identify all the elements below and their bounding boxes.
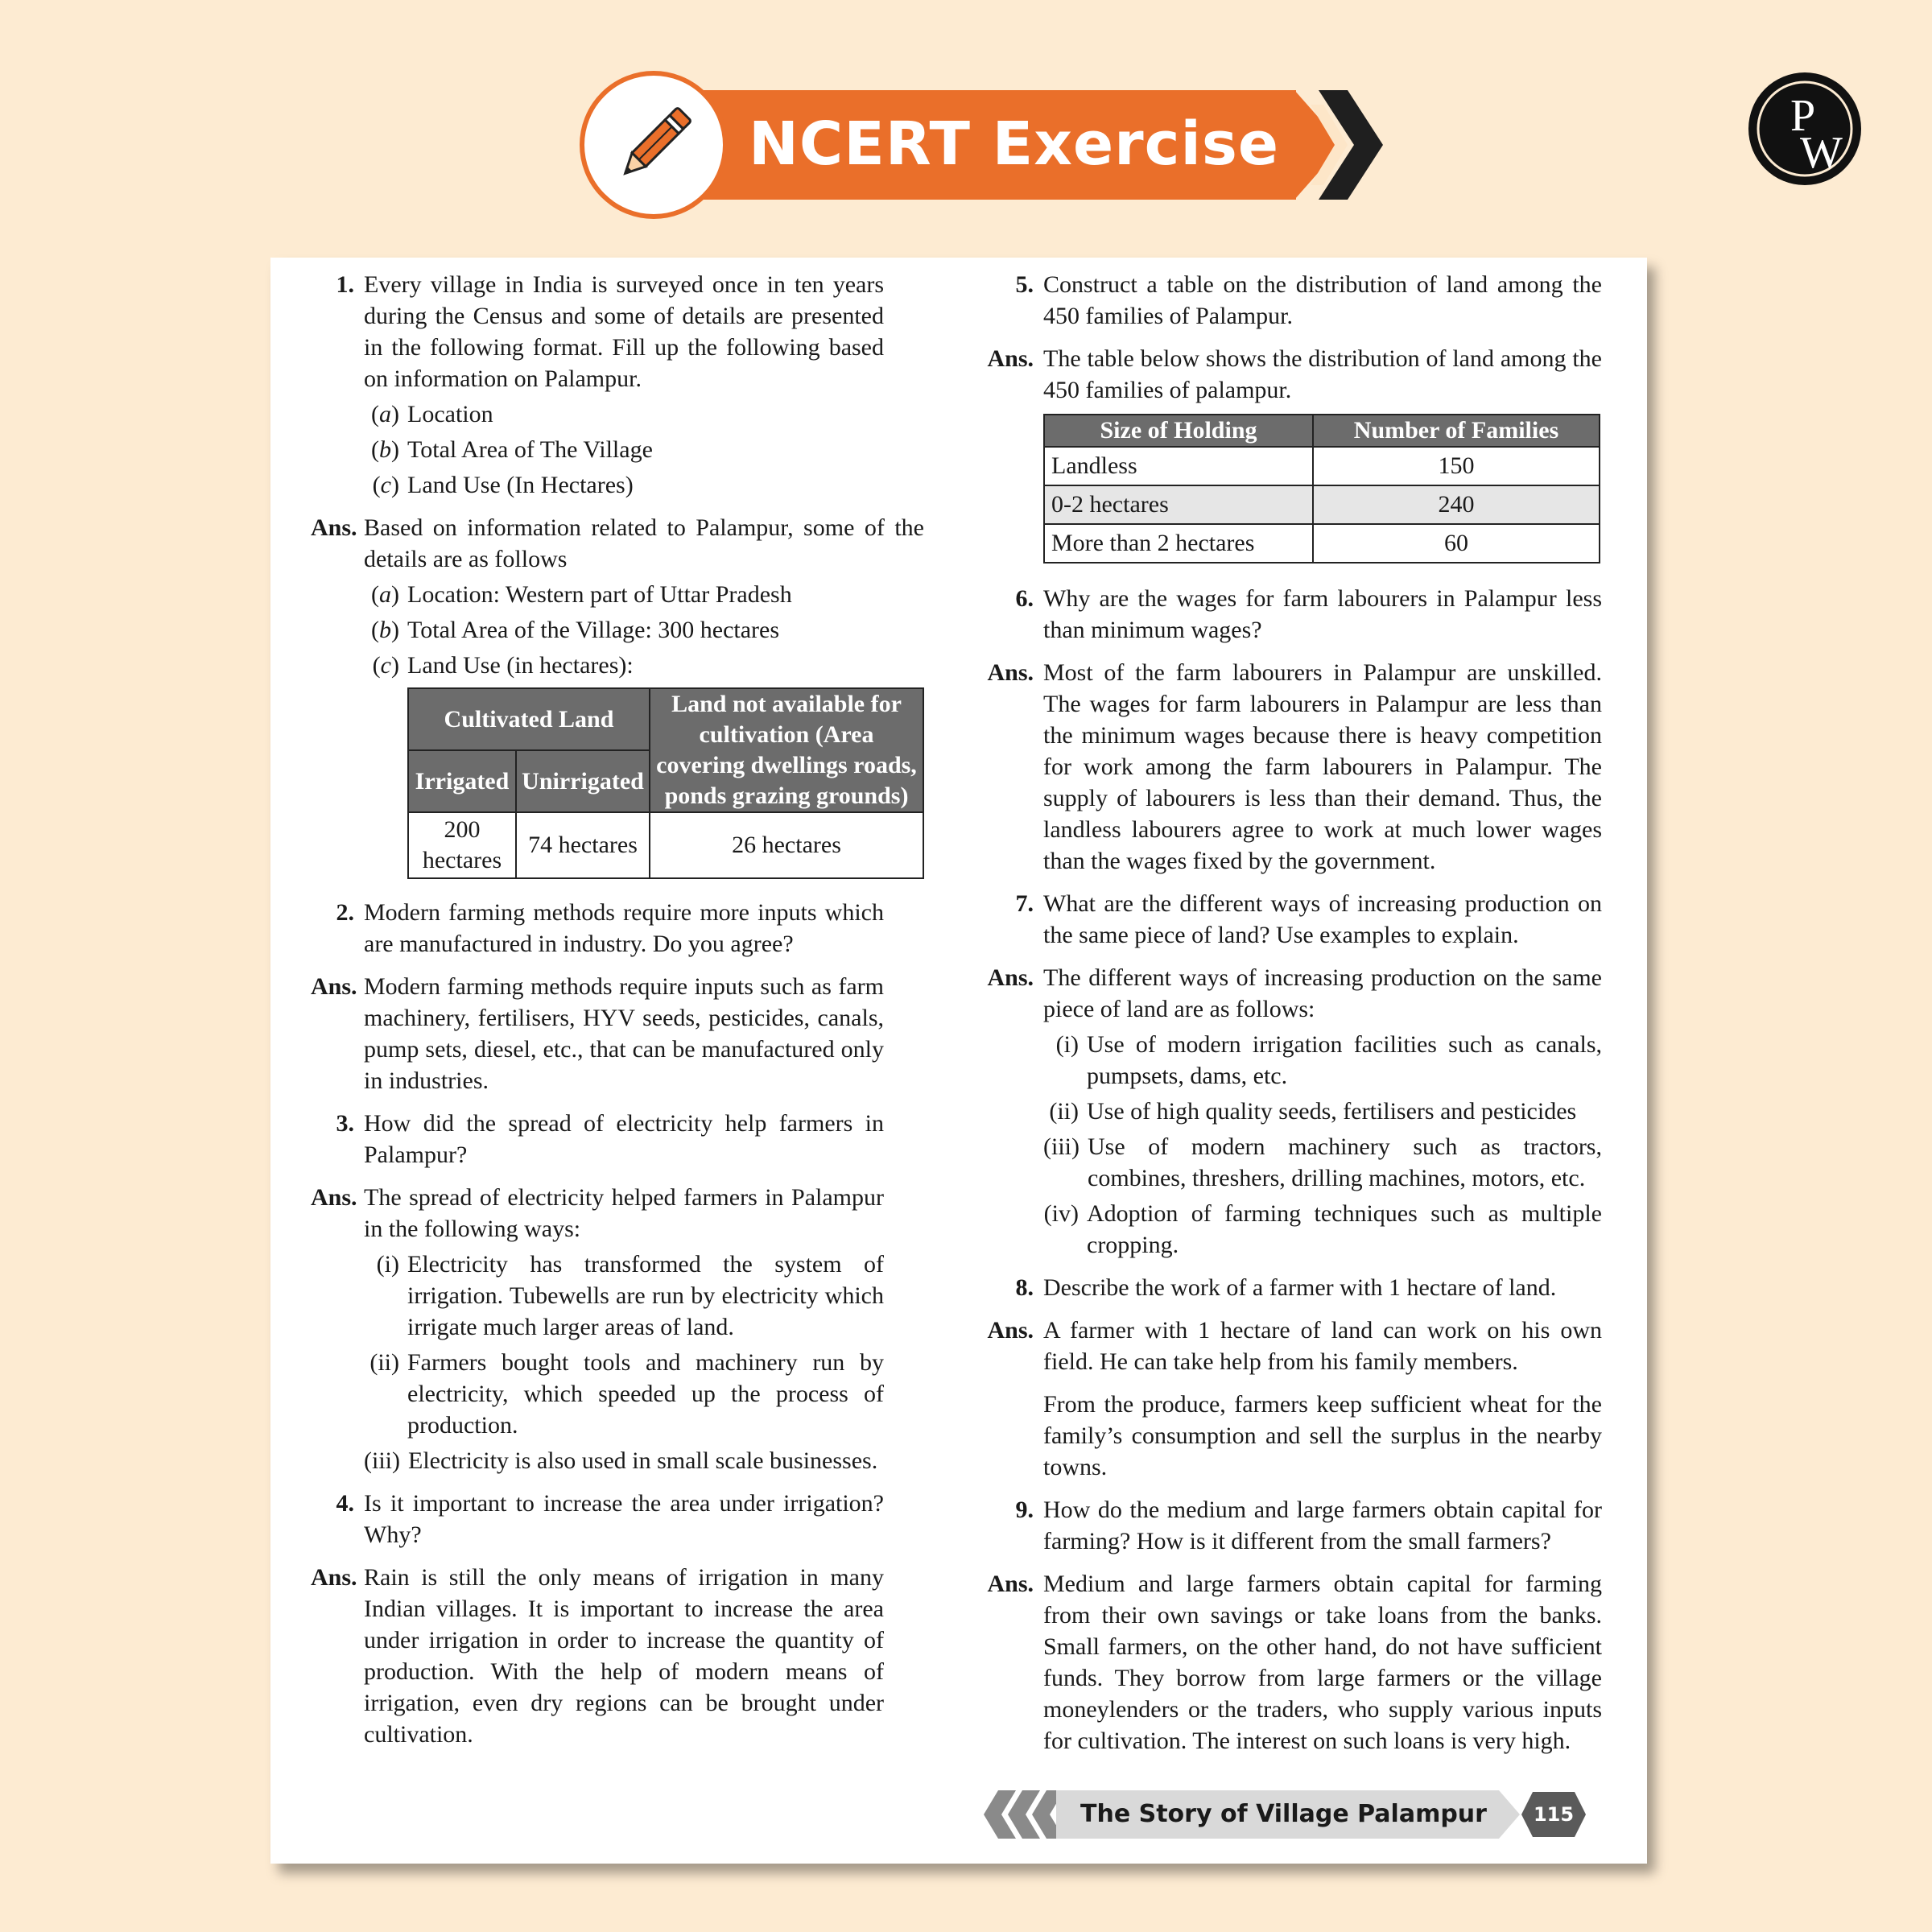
question-text: Is it important to increase the area under irrigation? Why? [364,1490,884,1548]
answer-4 [311,1562,884,1750]
question-number: 5. [1015,271,1034,298]
page-number: 115 [1533,1803,1575,1826]
question-number: 7. [1015,890,1034,917]
sub-item: (a) Location: Western part of Uttar Pradesh [371,581,792,608]
sub-item: (iii) Electricity is also used in small scale businesses. [364,1447,878,1474]
answer-3 [311,1182,884,1476]
table-header-irrigated: Irrigated [408,750,516,812]
question-8 [977,1272,1602,1303]
footer-bar-tip [1496,1790,1520,1839]
answer-label: Ans. [311,973,357,1000]
pencil-icon [605,97,702,193]
question-2 [311,897,884,960]
answer-label: Ans. [987,1571,1034,1597]
logo-letter-p: P [1790,91,1816,141]
page-footer [984,1790,1612,1839]
answer-label: Ans. [987,964,1034,991]
answer-text: From the produce, farmers keep sufficient wheat for the family’s consumption and sell the surplus in the nearby towns. [1043,1391,1602,1480]
question-6 [977,583,1602,646]
question-text: Modern farming methods require more inputs which are manufactured in industry. Do you agree? [364,899,884,957]
pw-logo [1747,71,1863,187]
sub-item: (ii) Use of high quality seeds, fertilisers and pesticides [1049,1098,1577,1125]
answer-7 [977,962,1602,1261]
sub-item: (c) Land Use (in hectares): [372,652,634,679]
question-text: What are the different ways of increasing production on the same piece of land? Use examples to explain. [1043,890,1602,948]
answer-label: Ans. [311,1564,357,1591]
table-header-families: Number of Families [1313,415,1600,447]
table-cell-families: 240 [1313,485,1600,524]
question-1 [311,269,884,501]
land-distribution-table [1043,414,1600,564]
banner-title: NCERT Exercise [749,109,1280,179]
question-number: 1. [336,271,354,298]
answer-6 [977,657,1602,877]
chapter-title: The Story of Village Palampur [1080,1800,1487,1828]
answer-text: The spread of electricity helped farmers in Palampur in the following ways: [364,1184,884,1242]
sub-item: (iii) Use of modern machinery such as tractors, combines, threshers, drilling machines, motors, etc. [1043,1133,1602,1191]
answer-text: Based on information related to Palampur, some of the details are as follows [364,514,924,572]
question-text: How did the spread of electricity help farmers in Palampur? [364,1110,884,1168]
sub-item: (b) Total Area of the Village: 300 hectares [371,617,780,643]
worksheet-page [270,258,1647,1864]
answer-label: Ans. [987,659,1034,686]
exercise-banner [580,71,1393,219]
answer-9 [977,1568,1602,1757]
question-4 [311,1488,884,1550]
table-header-size: Size of Holding [1044,415,1313,447]
table-row [1044,524,1600,563]
question-number: 8. [1015,1274,1034,1301]
table-cell-unirrigated: 74 hectares [516,812,650,878]
answer-8 [977,1315,1602,1483]
table-cell-families: 150 [1313,447,1600,485]
question-number: 3. [336,1110,354,1137]
sub-item: (ii) Farmers bought tools and machinery run by electricity, which speeded up the process of production. [369,1349,884,1439]
table-row [1044,485,1600,524]
answer-5 [977,343,1602,572]
question-number: 4. [336,1490,354,1517]
question-text: Why are the wages for farm labourers in Palampur less than minimum wages? [1043,585,1602,643]
answer-label: Ans. [987,345,1034,372]
question-3 [311,1108,884,1170]
answer-label: Ans. [987,1317,1034,1344]
question-text: Every village in India is surveyed once in ten years during the Census and some of details are presented in the following format. Fill up the following based on information on Palampur. [364,271,884,392]
logo-letter-w: W [1800,128,1843,178]
answer-text: The different ways of increasing production on the same piece of land are as follows: [1043,964,1602,1022]
answer-1 [311,512,924,886]
question-number: 9. [1015,1496,1034,1523]
answer-label: Ans. [311,1184,357,1211]
answer-2 [311,971,884,1096]
table-header-cultivated: Cultivated Land [408,688,650,750]
table-cell-families: 60 [1313,524,1600,563]
table-row [1044,447,1600,485]
question-text: Describe the work of a farmer with 1 hectare of land. [1043,1274,1557,1301]
sub-item: (i) Use of modern irrigation facilities such as canals, pumpsets, dams, etc. [1055,1031,1602,1089]
answer-text: Most of the farm labourers in Palampur are unskilled. The wages for farm labourers in Palampur are less than the minimum wages because there is heavy competition for work among the farm labourers in Palampur. The supply of labourers is less than their demand. Thus, the landless labourers agree to work at much lower wages than the wages fixed by the government. [1043,659,1602,874]
left-column [311,269,924,1761]
question-5 [977,269,1602,332]
table-cell-irrigated: 200 hectares [408,812,516,878]
sub-item: (c) Land Use (In Hectares) [372,472,634,498]
sub-item: (i) Electricity has transformed the system of irrigation. Tubewells are run by electricity which irrigate much larger areas of land. [376,1251,884,1340]
answer-text: Modern farming methods require inputs such as farm machinery, fertilisers, HYV seeds, pesticides, canals, pump sets, diesel, etc., that can be manufactured only in industries. [364,973,884,1094]
question-text: Construct a table on the distribution of land among the 450 families of Palampur. [1043,271,1602,329]
sub-item: (iv) Adoption of farming techniques such as multiple cropping. [1043,1200,1602,1258]
table-cell-not-available: 26 hectares [650,812,923,878]
answer-text: The table below shows the distribution of land among the 450 families of palampur. [1043,345,1602,403]
sub-item: (b) Total Area of The Village [371,436,653,463]
table-header-unirrigated: Unirrigated [516,750,650,812]
banner-chevron-icon [1311,90,1383,200]
question-number: 6. [1015,585,1034,612]
question-7 [977,888,1602,951]
answer-text: Rain is still the only means of irrigation in many Indian villages. It is important to increase the area under irrigation in order to increase the quantity of production. With the help of modern means of irrigation, even dry regions can be brought under cultivation. [364,1564,884,1748]
answer-label: Ans. [311,514,357,541]
answer-text: Medium and large farmers obtain capital for farming from their own savings or take loans from the banks. Small farmers, on the other hand, do not have sufficient funds. They borrow from large farmers or the village moneylenders or the traders, who supply various inputs for cultivation. The interest on such loans is very high. [1043,1571,1602,1754]
answer-text: A farmer with 1 hectare of land can work on his own field. He can take help from his family members. [1043,1317,1602,1375]
question-9 [977,1494,1602,1557]
table-cell-size: Landless [1044,447,1313,485]
right-column [977,269,1602,1768]
table-header-not-available: Land not available for cultivation (Area covering dwellings roads, ponds grazing grounds) [650,688,923,812]
question-number: 2. [336,899,354,926]
sub-item: (a) Location [371,401,493,427]
table-cell-size: More than 2 hectares [1044,524,1313,563]
pencil-badge [580,71,728,219]
land-use-table [407,687,924,879]
table-cell-size: 0-2 hectares [1044,485,1313,524]
question-text: How do the medium and large farmers obtain capital for farming? How is it different from the small farmers? [1043,1496,1602,1554]
